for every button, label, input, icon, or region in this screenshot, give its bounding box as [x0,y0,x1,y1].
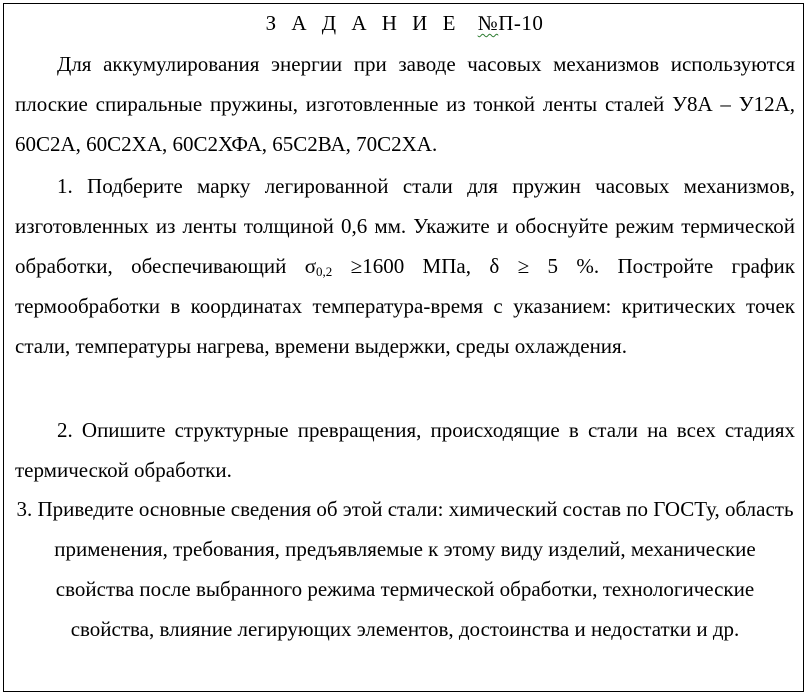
task-2-paragraph: 2. Опишите структурные превращения, происходящие в стали на всех стадиях термической обработки. [15,418,795,482]
assignment-title [4,4,805,42]
task-3-paragraph: 3. Приведите основные сведения об этой стали: химический состав по ГОСТу, область применения, требования, предъявляемые к этому виду изделий, механические свойства после выбранного режима термической обработки, технологические свойства, влияние легирующих элементов, достоинства и недостатки и др. [16,497,794,641]
sigma-subscript: 0,2 [316,264,333,279]
intro-paragraph: Для аккумулирования энергии при заводе часовых механизмов используются плоские спиральные пружины, изготовленные из тонкой ленты сталей У8А – У12А, 60С2А, 60С2ХА, 60С2ХФА, 65С2ВА, 70С2ХА. [15,52,795,156]
sigma-symbol: σ [304,254,317,278]
number-sign: № [477,11,499,35]
task-1-paragraph [15,166,795,366]
task-1-text-after: ≥1600 МПа, δ ≥ 5 %. Постройте график термообработки в координатах температура-время с указанием: критических точек стали, температуры нагрева, времени выдержки, среды охлаждения. [15,254,795,358]
assignment-code: П-10 [498,11,544,35]
task-1-text-before: 1. Подберите марку легированной стали для пружин часовых механизмов, изготовленных из ленты толщиной 0,6 мм. Укажите и обоснуйте режим термической обработки, обеспечивающий [15,174,795,278]
assignment-frame [3,3,804,692]
title-label: З А Д А Н И Е [265,11,461,35]
